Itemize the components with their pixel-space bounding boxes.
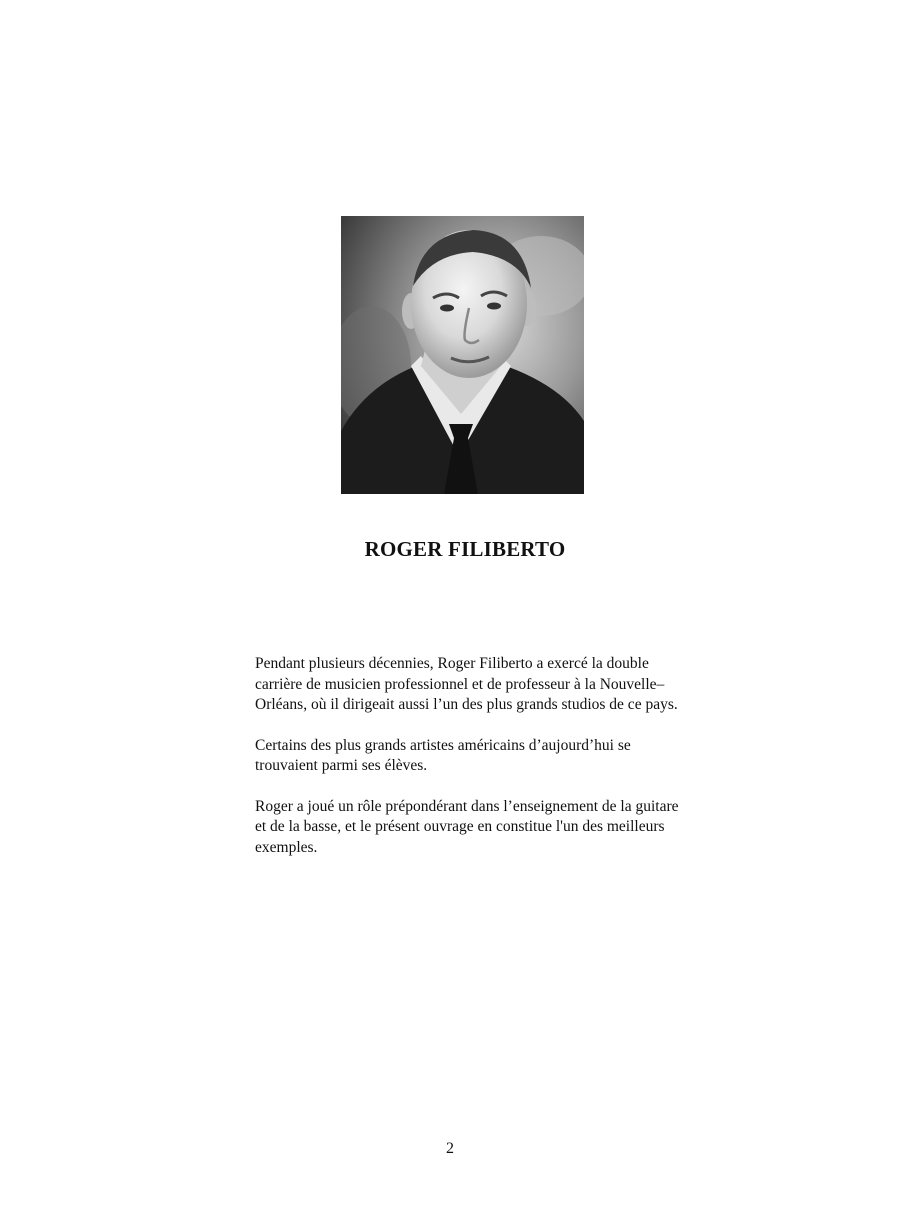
portrait-illustration <box>341 216 584 494</box>
bio-paragraph: Certains des plus grands artistes américains d’aujourd’hui se trouvaient parmi ses élèves. <box>255 736 631 774</box>
bio-paragraph: Roger a joué un rôle prépondérant dans l’enseignement de la guitare et de la basse, et le présent ouvrage en constitue l'un des meilleurs exemples. <box>255 797 679 856</box>
page-number: 2 <box>446 1140 454 1157</box>
biography <box>255 654 685 878</box>
page-title: ROGER FILIBERTO <box>364 537 566 561</box>
bio-paragraph: Pendant plusieurs décennies, Roger Filiberto a exercé la double carrière de musicien professionnel et de professeur à la Nouvelle–Orléans, où il dirigeait aussi l’un des plus grands studios de ce pays. <box>255 655 678 713</box>
portrait-photo <box>341 216 584 494</box>
